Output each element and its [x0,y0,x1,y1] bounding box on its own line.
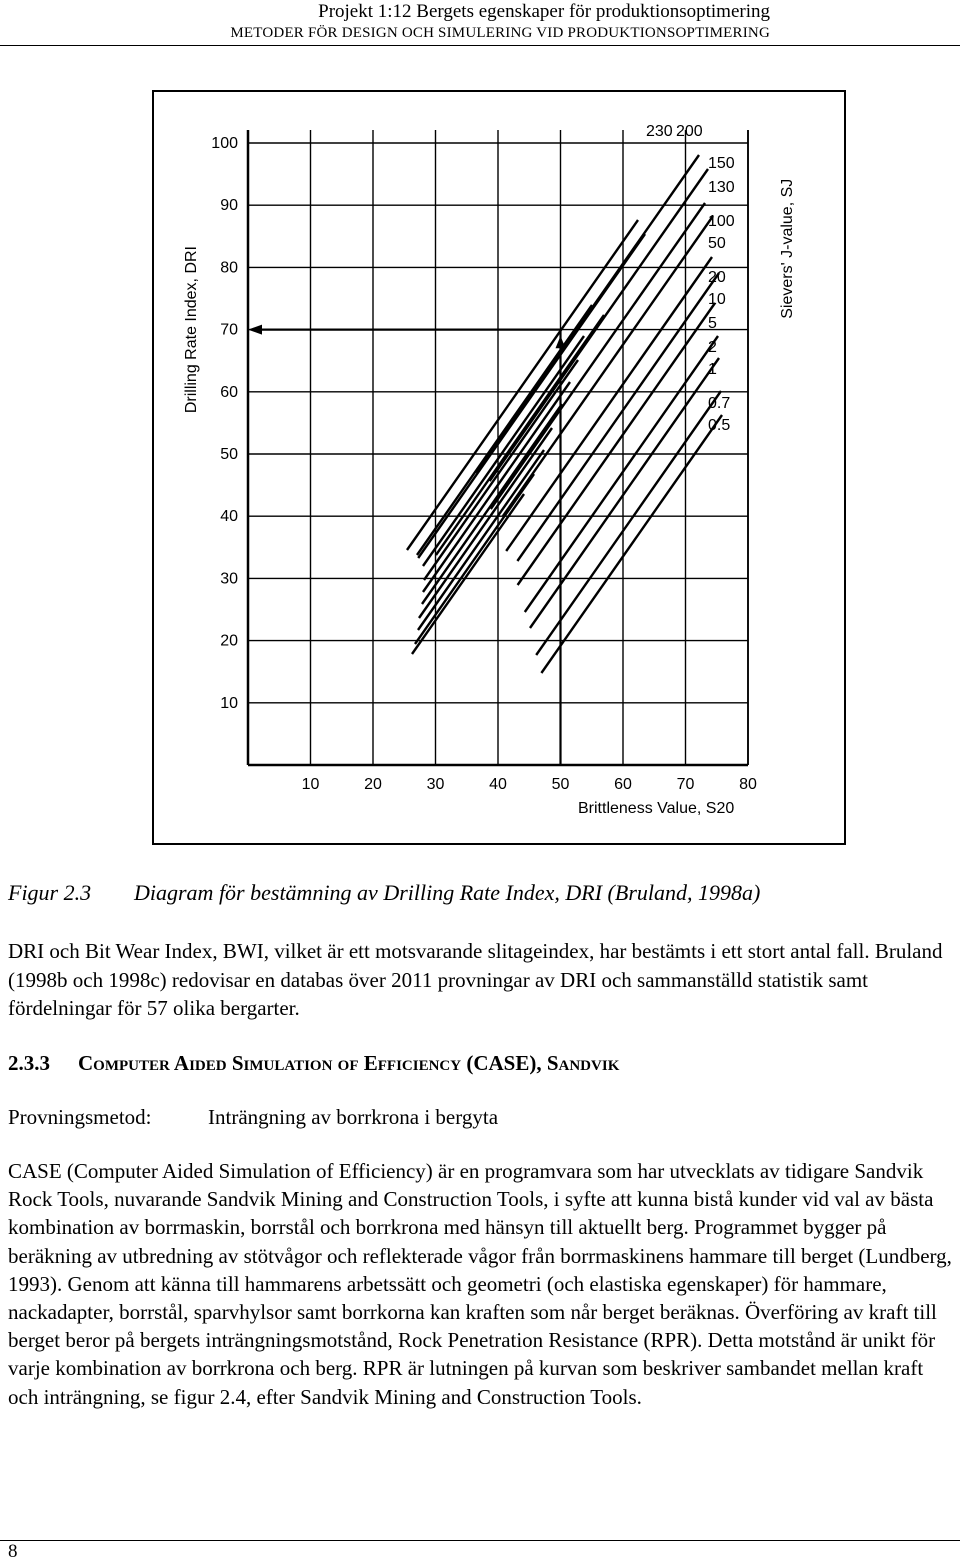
x-tick-label: 30 [426,776,445,793]
x-tick-label: 10 [301,776,320,793]
dri-chart-svg [152,90,846,845]
sj-value-label: 5 [708,315,717,332]
section-title: Computer Aided Simulation of Efficiency (CASE), Sandvik [78,1051,620,1075]
sj-value-label: 150 [708,155,735,172]
sj-value-label: 20 [708,269,726,286]
footer-rule [0,1540,960,1541]
y-tick-label: 90 [220,197,238,215]
paragraph-dri: DRI och Bit Wear Index, BWI, vilket är ett motsvarande slitageindex, har bestämts i ett stort antal fall. Bruland (1998b och 1998c) redovisar en databas över 2011 provningar av DRI och sammanställd statistik samt fördelningar för 57 olika bergarter. [8,939,943,1020]
y-tick-label: 20 [220,632,238,650]
sj-value-label: 10 [708,291,726,308]
x-tick-label: 50 [551,776,570,793]
sj-value-label: 230 [646,123,673,140]
sj-curve [517,273,719,561]
sj-curve [423,382,570,592]
y-tick-label: 40 [220,508,238,526]
sj-value-label: 130 [708,179,735,196]
y-axis-label: Drilling Rate Index, DRI [183,246,200,414]
page-number: 8 [8,1541,18,1562]
x-tick-label: 80 [739,776,757,793]
y-tick-label: 50 [220,446,238,463]
x-tick-label: 70 [676,776,695,793]
figure-caption-text: Diagram för bestämning av Drilling Rate Index, DRI (Bruland, 1998a) [134,880,761,905]
x-tick-label: 40 [489,776,507,793]
x-axis-label: Brittleness Value, S20 [578,800,735,817]
y-tick-label: 10 [220,694,238,712]
test-method-label: Provningsmetod: [8,1105,152,1129]
sj-curve [418,450,544,630]
sj-value-label: 0.7 [708,395,731,412]
x-tick-label: 20 [364,776,382,793]
sj-value-label: 2 [708,339,717,356]
paragraph-case: CASE (Computer Aided Simulation of Efficiency) är en programvara som har utvecklats av tidigare Sandvik Rock Tools, nuvarande Sandvik Mining and Construction Tools, i syfte att kunna bistå kunder vid val av bästa kombination av borrmaskin, borrstål och borrkrona med hänsyn till aktuellt berg. Programmet bygger på beräkning av utbredning av stötvågor och reflekterade vågor från borrmaskinens hammare till berget (Lundberg, 1993). Genom att känna till hammarens arbetssätt och geometri (och elastiska egenskaper) för hammare, nackadapter, borrstål, sparvhylsor samt borrkorna kan kraften som når berget beräknas. Överföring av kraft till berget beror på bergets inträngningsmotstånd, Rock Penetration Resistance (RPR). Detta motstånd är unikt för varje kombination av borrkrona och berg. RPR är lutningen på kurvan som beskriver sambandet mellan kraft och inträngning, se figur 2.4, efter Sandvik Mining and Construction Tools. [8,1159,952,1409]
sj-curve [422,404,562,604]
test-method-value: Inträngning av borrkrona i bergyta [208,1105,499,1129]
sj-value-label: 100 [708,213,735,230]
y-tick-label: 70 [220,321,238,339]
header-rule [0,45,960,46]
sj-curve [491,203,705,509]
sj-curve [424,360,578,580]
right-axis-label: Sievers' J-value, SJ [779,178,796,319]
sj-value-label: 200 [676,123,703,140]
sj-value-label: 1 [708,361,717,378]
x-tick-label: 60 [614,776,632,793]
y-tick-label: 60 [220,383,238,401]
figure-number: Figur 2.3 [8,880,92,905]
sj-curve [476,155,699,473]
sj-value-label: 0.5 [708,417,731,434]
y-tick-label: 100 [211,135,238,152]
sj-value-label: 50 [708,235,726,252]
header-subtitle: METODER FÖR DESIGN OCH SIMULERING VID PRODUKTIONSOPTIMERING [230,25,770,41]
header-project-title: Projekt 1:12 Bergets egenskaper för produktionsoptimering [318,1,770,22]
dri-diagram [152,90,846,845]
sj-curve [490,169,708,481]
section-number: 2.3.3 [8,1051,50,1075]
y-tick-label: 30 [220,570,238,588]
example-arrow-head-left [248,325,262,335]
y-tick-label: 80 [220,259,238,277]
sj-curve [436,315,604,555]
